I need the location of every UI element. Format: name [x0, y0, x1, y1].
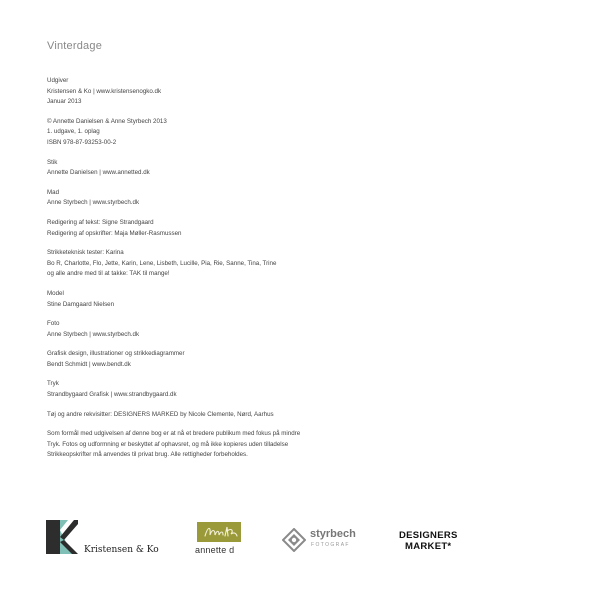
annette-signature-box	[197, 522, 241, 542]
knitting-section	[47, 158, 567, 179]
section-line: Strikketeknisk tester: Karina	[47, 249, 124, 257]
signature-icon	[203, 524, 239, 540]
styrbech-name: styrbech	[310, 528, 356, 540]
rights-section	[47, 429, 567, 461]
designers-market-line1: DESIGNERS	[399, 530, 458, 541]
styrbech-diamond-icon	[282, 528, 306, 552]
food-section	[47, 188, 567, 209]
model-section	[47, 289, 567, 310]
testers-section	[47, 248, 567, 280]
kristensen-logo	[46, 520, 176, 558]
editing-section	[47, 218, 567, 239]
designers-market-line2: MARKET*	[405, 541, 452, 552]
copyright-section	[47, 117, 567, 149]
props-section	[47, 410, 567, 421]
section-line: Grafisk design, illustrationer og strikkediagrammer	[47, 350, 185, 358]
section-line: og alle andre med til at takke: TAK til mange!	[47, 270, 170, 278]
section-line: Redigering af opskrifter: Maja Møller-Rasmussen	[47, 229, 182, 237]
section-line: Annette Danielsen | www.annetted.dk	[47, 169, 150, 177]
designers-market-logo	[399, 530, 479, 560]
styrbech-logo	[282, 528, 372, 558]
section-line: Januar 2013	[47, 98, 82, 106]
section-line: ISBN 978-87-93253-00-2	[47, 138, 117, 146]
kristensen-name: Kristensen & Ko	[84, 545, 159, 555]
section-line: Bo R, Charlotte, Flo, Jette, Karin, Lene, Lisbeth, Lucille, Pia, Rie, Sanne, Tina, Trine	[47, 259, 277, 267]
section-line: Bendt Schmidt | www.bendt.dk	[47, 360, 131, 368]
logo-row	[40, 518, 570, 560]
page-title: Vinterdage	[47, 40, 103, 52]
section-line: Strikkeopskrifter må anvendes til privat brug. Alle rettigheder forbeholdes.	[47, 451, 248, 459]
colophon-content	[47, 76, 567, 470]
section-line: Redigering af tekst: Signe Strandgaard	[47, 218, 154, 226]
publisher-section	[47, 76, 567, 108]
annette-name: annette d	[195, 545, 235, 555]
section-line: Stik	[47, 158, 58, 166]
section-line: Som formål med udgivelsen af denne bog er at nå et bredere publikum med fokus på mindre	[47, 430, 301, 438]
section-line: Anne Styrbech | www.styrbech.dk	[47, 199, 140, 207]
print-section	[47, 379, 567, 400]
design-section	[47, 349, 567, 370]
photo-section	[47, 319, 567, 340]
kristensen-k-icon	[46, 520, 78, 554]
section-line: 1. udgave, 1. oplag	[47, 128, 100, 136]
styrbech-subtitle: FOTOGRAF	[311, 542, 350, 548]
section-line: © Annette Danielsen & Anne Styrbech 2013	[47, 117, 167, 125]
section-line: Anne Styrbech | www.styrbech.dk	[47, 330, 140, 338]
section-line: Tøj og andre rekvisitter: DESIGNERS MARKED by Nicole Clemente, Nørd, Aarhus	[47, 410, 274, 418]
section-line: Tryk	[47, 380, 59, 388]
annette-logo	[195, 522, 245, 558]
section-line: Kristensen & Ko | www.kristensenogko.dk	[47, 87, 162, 95]
section-line: Stine Damgaard Nielsen	[47, 300, 115, 308]
section-line: Strandbygaard Grafisk | www.strandbygaard.dk	[47, 391, 177, 399]
section-line: Mad	[47, 188, 60, 196]
section-line: Foto	[47, 320, 60, 328]
section-line: Tryk. Fotos og udformning er beskyttet af ophavsret, og må ikke kopieres uden tilladelse	[47, 440, 289, 448]
section-line: Udgiver	[47, 77, 69, 84]
section-line: Model	[47, 289, 64, 297]
